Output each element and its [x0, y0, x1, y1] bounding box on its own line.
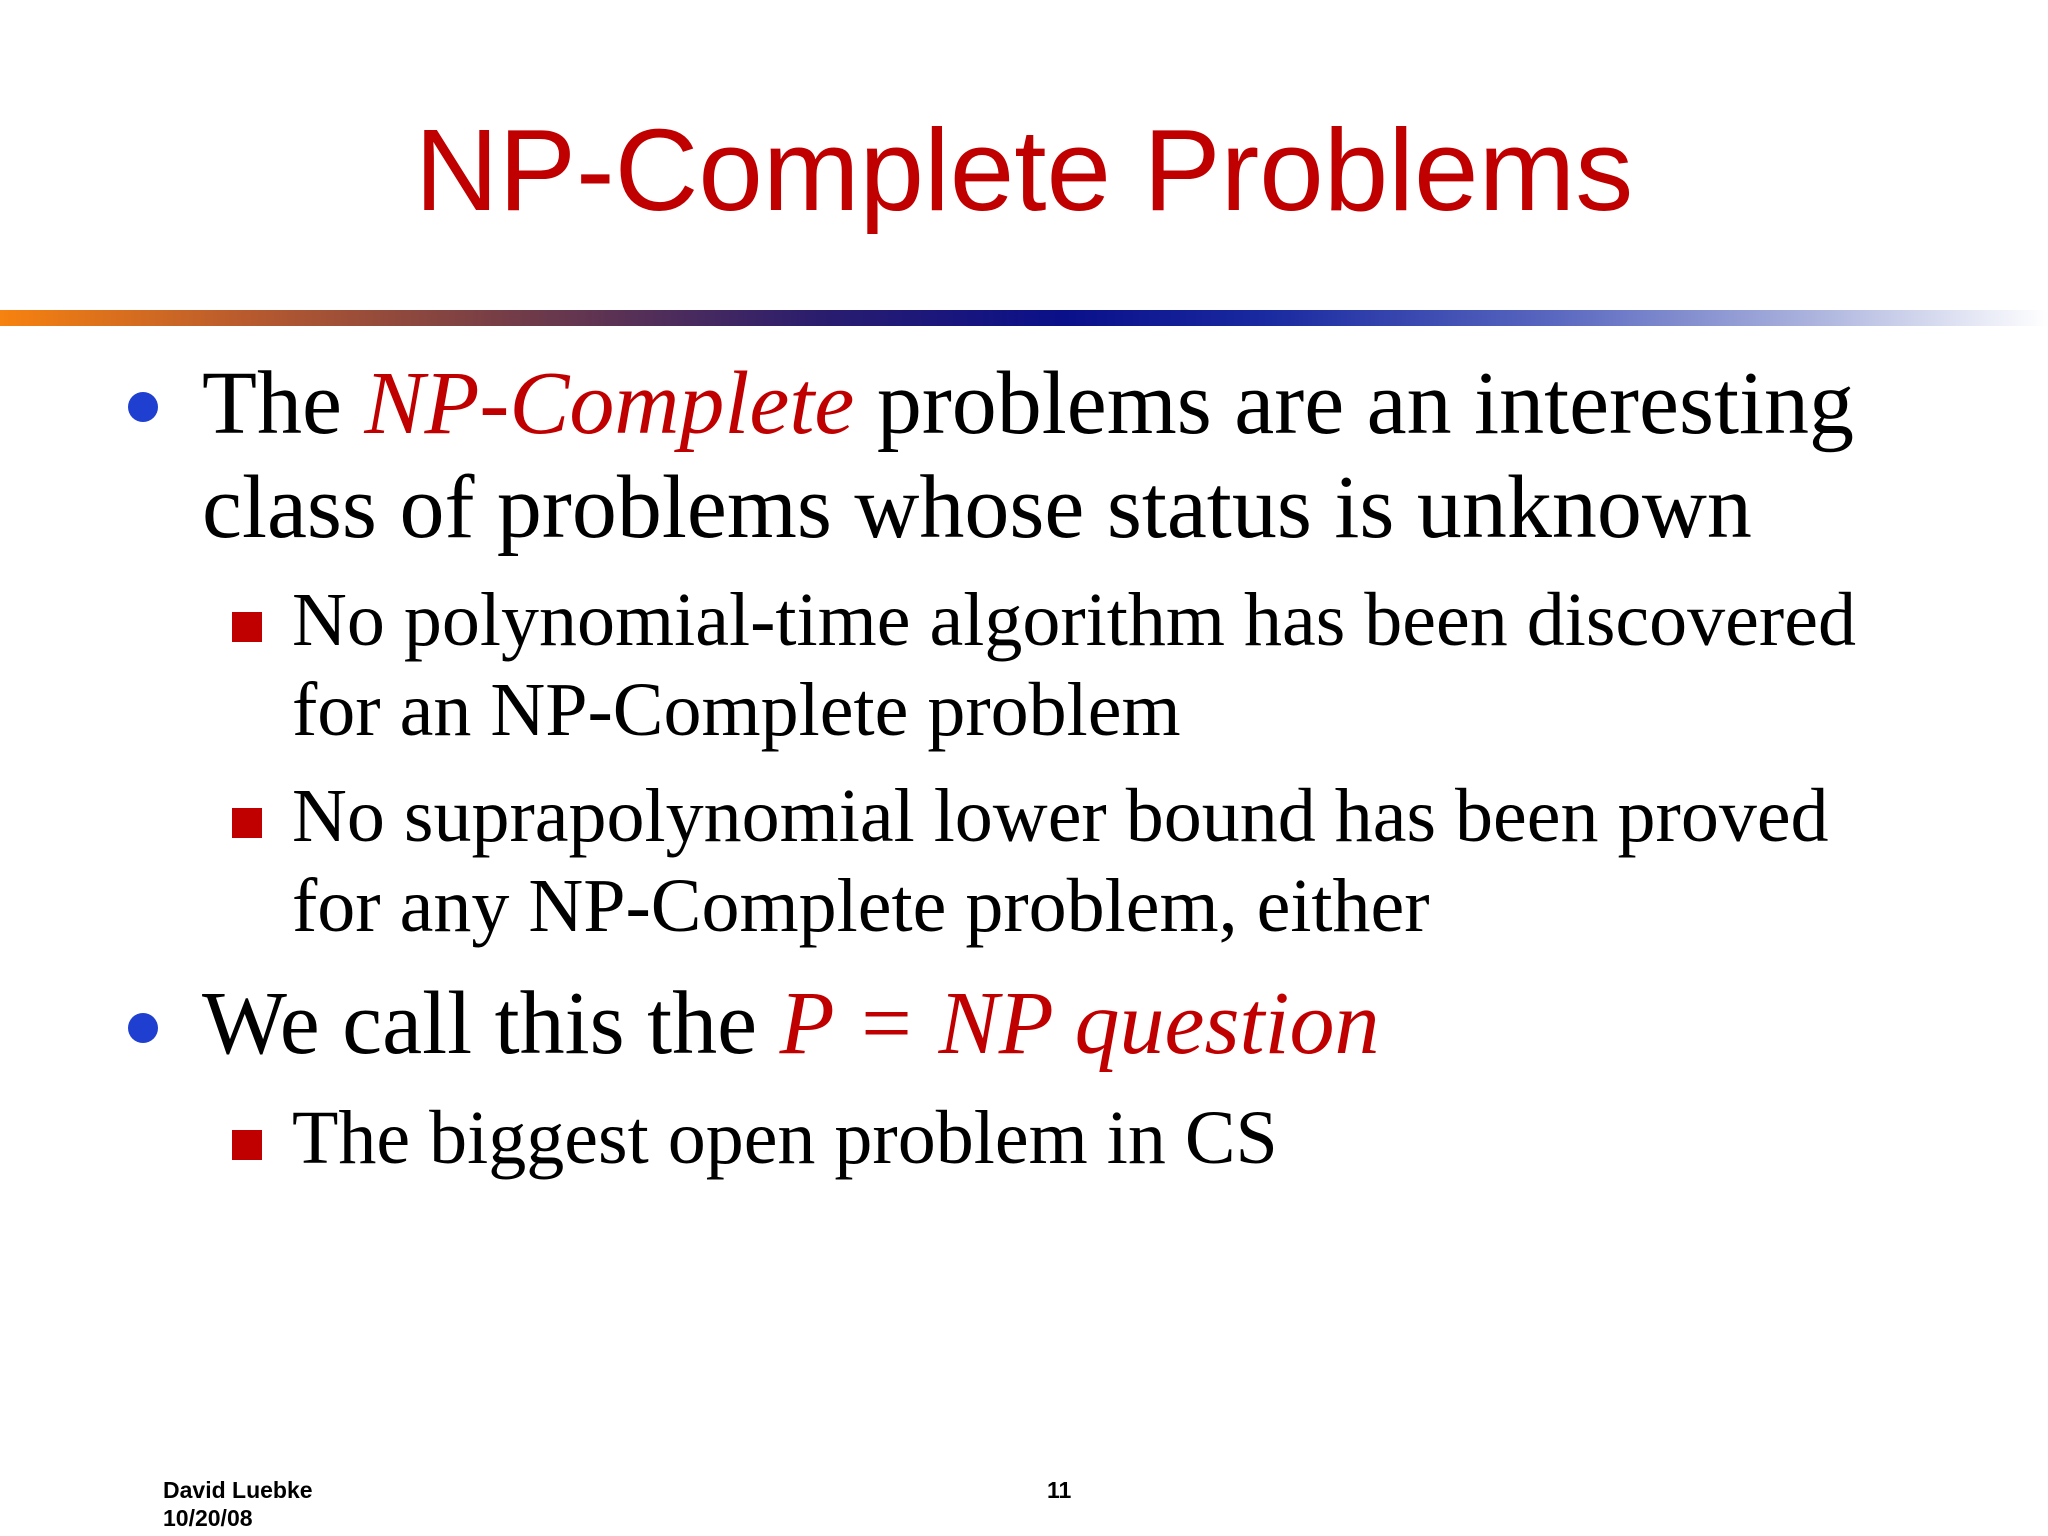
subbullet-1-1-line-2: for an NP-Complete problem — [292, 668, 1181, 752]
slide-title: NP-Complete Problems — [414, 105, 1634, 235]
bullet-dot-icon — [128, 1013, 158, 1043]
subbullet-square-icon — [232, 1130, 262, 1160]
footer-page-number: 11 — [1047, 1477, 1072, 1503]
footer-author-date — [163, 1476, 313, 1532]
bullet-1-line-1 — [202, 352, 2002, 456]
bullet-2-line-1 — [202, 972, 2002, 1076]
subbullet-square-icon — [232, 612, 262, 642]
bullet-1-suffix: problems are an interesting — [854, 354, 1854, 453]
subbullet-1-1-line-1: No polynomial-time algorithm has been discovered — [292, 578, 1856, 662]
bullet-1-line-2: class of problems whose status is unknown — [202, 458, 1752, 557]
bullet-1-prefix: The — [202, 354, 365, 453]
subbullet-square-icon — [232, 808, 262, 838]
subbullet-1-2-line-2: for any NP-Complete problem, either — [292, 864, 1430, 948]
footer-author: David Luebke — [163, 1477, 313, 1503]
footer-date: 10/20/08 — [163, 1505, 253, 1531]
bullet-dot-icon — [128, 392, 158, 422]
bullet-2-prefix: We call this the — [202, 974, 780, 1073]
bullet-1-text — [202, 352, 2002, 560]
bullet-1-emphasis: NP-Complete — [364, 354, 855, 453]
subbullet-2-1-line-1: The biggest open problem in CS — [292, 1096, 1278, 1180]
bullet-2-emphasis: P = NP question — [779, 974, 1380, 1073]
bullet-2-text — [202, 972, 2002, 1076]
subbullet-1-2-text — [292, 771, 2032, 951]
subbullet-1-1-text — [292, 575, 2032, 755]
subbullet-1-2-line-1: No suprapolynomial lower bound has been proved — [292, 774, 1829, 858]
subbullet-2-1-text — [292, 1093, 2032, 1183]
title-divider — [0, 310, 2048, 326]
